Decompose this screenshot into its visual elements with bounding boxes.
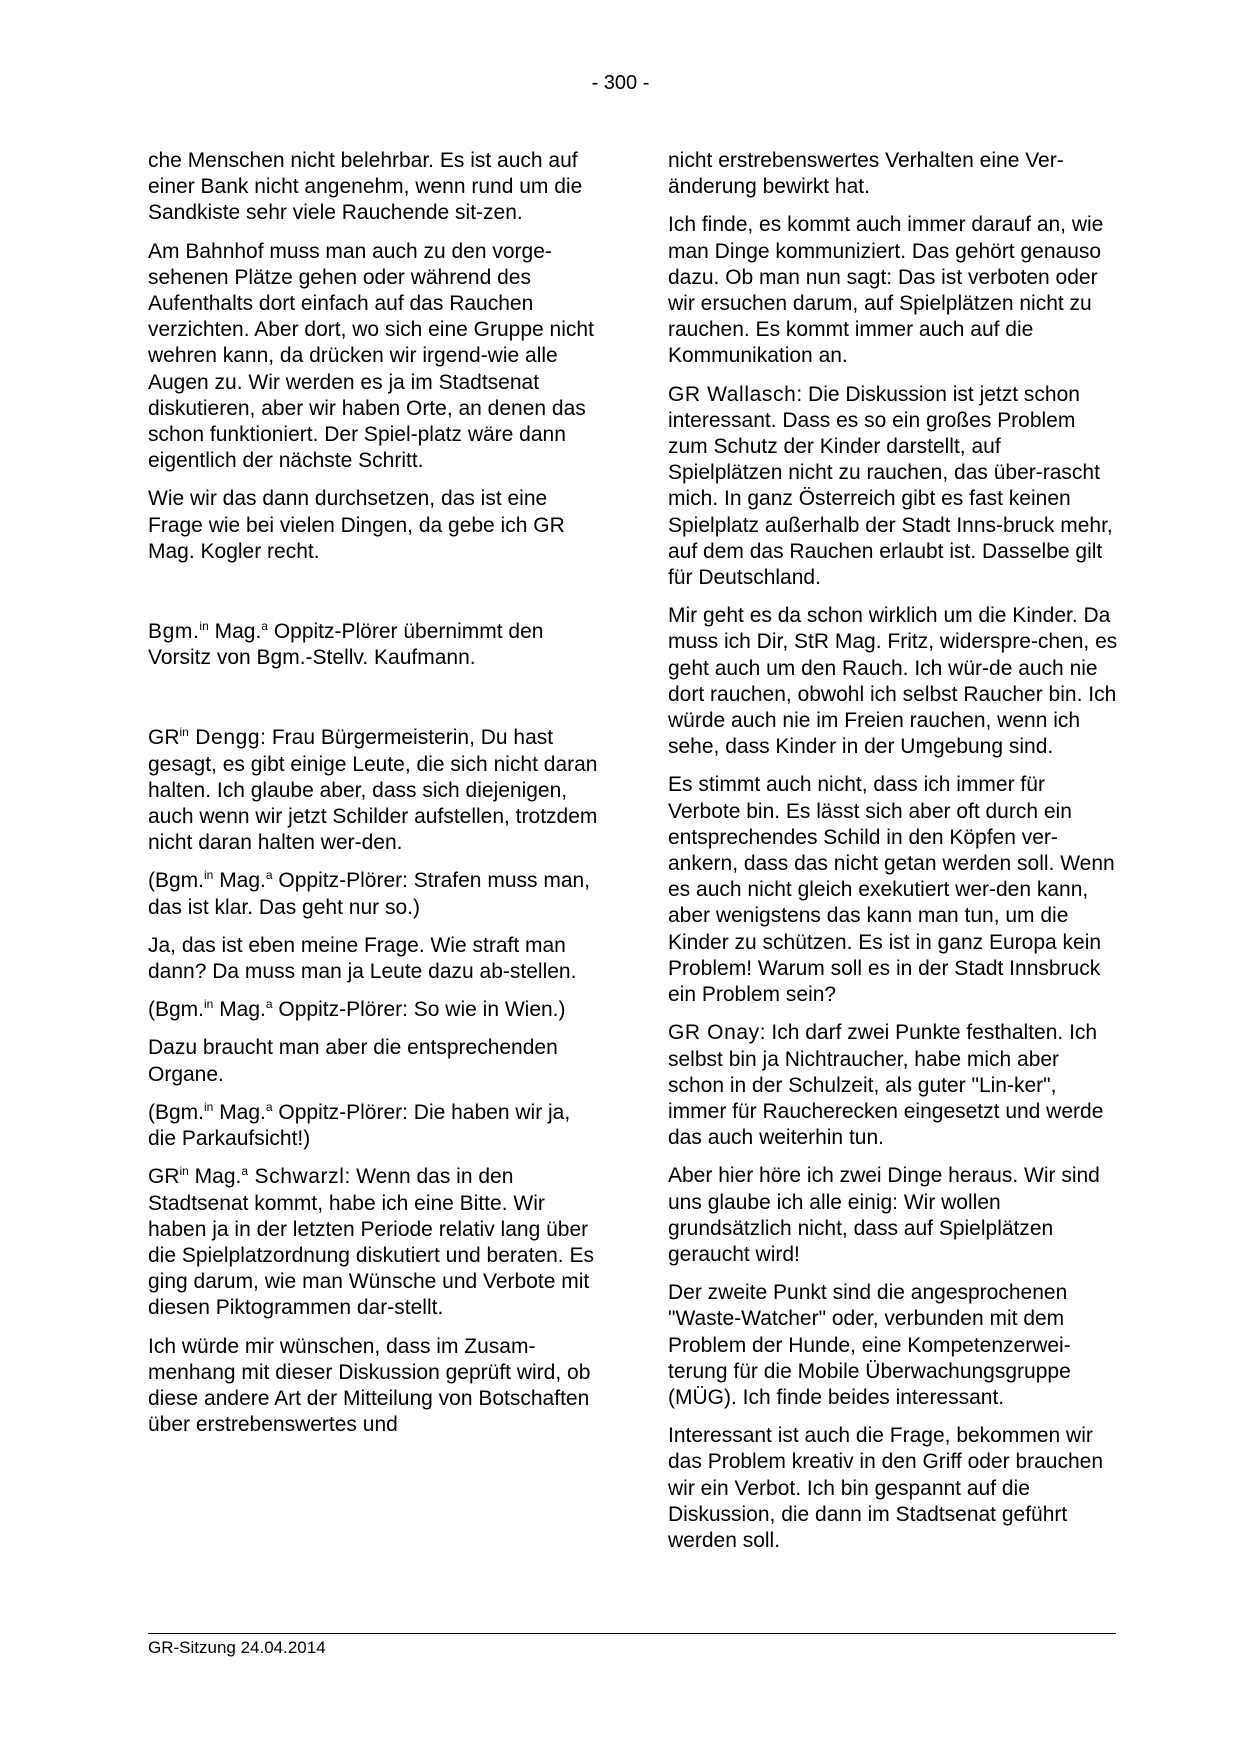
paragraph: Es stimmt auch nicht, dass ich immer für Verbote bin. Es lässt sich aber oft durch ein entsprechendes Schild in den Köpfen ver-ankern, dass das nicht getan werden soll. Wenn es auch nicht gleich exekutiert wer-den kann, aber wenigstens das kann man tun, um die Kinder zu schützen. Es ist in ganz Europa kein Problem! Warum soll es in der Stadt Innsbruck ein Problem sein? — [668, 773, 1115, 1007]
paragraph: Dazu braucht man aber die entsprechenden Organe. — [148, 1036, 558, 1086]
speaker-title: GR — [148, 1165, 180, 1189]
interjection — [148, 868, 598, 920]
paragraph: nicht erstrebenswertes Verhalten eine Ver-änderung bewirkt hat. — [668, 149, 1064, 199]
paragraph: Ich finde, es kommt auch immer darauf an, wie man Dinge kommuniziert. Das gehört genauso dazu. Ob man nun sagt: Das ist verboten oder wir ersuchen darum, auf Spielplätzen nicht zu rauchen. Es kommt immer auch auf die Kommunikation an. — [668, 213, 1104, 368]
superscript: in — [199, 619, 209, 634]
paragraph: Ja, das ist eben meine Frage. Wie straft man dann? Da muss man ja Leute dazu ab-stellen. — [148, 933, 577, 984]
speaker-paragraph — [148, 1164, 598, 1321]
paragraph: Ich würde mir wünschen, dass im Zusam-menhang mit dieser Diskussion geprüft wird, ob diese andere Art der Mitteilung von Botschaften über erstrebenswertes und — [148, 1334, 591, 1437]
superscript: a — [265, 997, 273, 1012]
superscript: in — [204, 997, 214, 1012]
paragraph: Am Bahnhof muss man auch zu den vorge-sehenen Plätze gehen oder während des Aufenthalts dort einfach auf das Rauchen verzichten. Aber dort, wo sich eine Gruppe nicht wehren kann, da drücken wir irgend-wie alle Augen zu. Wir werden es ja im Stadtsenat diskutieren, aber wir haben Orte, an denen das schon funktioniert. Der Spiel-platz wäre dann eigentlich der nächste Schritt. — [148, 239, 594, 473]
paragraph-text: Oppitz-Plörer: Die haben wir ja, die Parkaufsicht!) — [148, 1100, 571, 1151]
title: (Bgm. — [148, 869, 205, 893]
paragraph-text: : Wenn das in den Stadtsenat kommt, habe ich eine Bitte. Wir haben ja in der letzten Periode relativ lang über die Spielplatzordnung diskutiert und beraten. Es ging darum, wie man Wünsche und Verbote mit diesen Piktogrammen dar-stellt. — [148, 1165, 594, 1320]
title: (Bgm. — [148, 1100, 205, 1124]
title: Bgm. — [148, 620, 200, 644]
title: Mag. — [188, 1165, 242, 1189]
paragraph: Interessant ist auch die Frage, bekommen wir das Problem kreativ in den Griff oder brauchen wir ein Verbot. Ich bin gespannt auf die Diskussion, die dann im Stadtsenat geführt werden soll. — [668, 1424, 1104, 1552]
footer-divider — [148, 1633, 1116, 1634]
paragraph-text: : Frau Bürgermeisterin, Du hast gesagt, es gibt einige Leute, die sich nicht daran halten. Ich glaube aber, dass sich diejenigen, auch wenn wir jetzt Schilder aufstellen, trotzdem nicht daran halten wer-den. — [148, 726, 598, 855]
speaker-paragraph — [148, 725, 598, 856]
speaker-paragraph — [668, 1020, 1118, 1151]
speaker-name: Schwarzl — [248, 1165, 345, 1189]
paragraph: Mir geht es da schon wirklich um die Kinder. Da muss ich Dir, StR Mag. Fritz, widersprе-chen, es geht auch um den Rauch. Ich wür-de auch nie dort rauchen, obwohl ich selbst Raucher bin. Ich würde auch nie im Freien rauchen, wenn ich sehe, dass Kinder in der Umgebung sind. — [668, 604, 1118, 759]
paragraph: Aber hier höre ich zwei Dinge heraus. Wir sind uns glaube ich alle einig: Wir wollen grundsätzlich nicht, dass auf Spielplätzen geraucht wird! — [668, 1164, 1100, 1266]
paragraph-text: : Die Diskussion ist jetzt schon interessant. Dass es so ein großes Problem zum Schutz der Kinder darstellt, auf Spielplätzen nicht zu rauchen, das über-rascht mich. In ganz Österreich gibt es fast keinen Spielplatz außerhalb der Stadt Inns-bruck mehr, auf dem das Rauchen erlaubt ist. Dasselbe gilt für Deutschland. — [668, 382, 1113, 590]
superscript: a — [241, 1164, 249, 1179]
speaker-name: GR Onay — [668, 1021, 760, 1045]
title: Mag. — [213, 1100, 266, 1124]
superscript: in — [179, 1164, 189, 1179]
paragraph-text: Oppitz-Plörer: Strafen muss man, das ist klar. Das geht nur so.) — [148, 869, 591, 919]
title: Mag. — [213, 998, 266, 1022]
superscript: a — [265, 868, 273, 883]
speaker-name: Dengg — [188, 726, 261, 750]
title: (Bgm. — [148, 998, 205, 1022]
paragraph-text: : Ich darf zwei Punkte festhalten. Ich selbst bin ja Nichtraucher, habe mich aber schon in der Schulzeit, als guter "Lin-ker", immer für Raucherecken eingesetzt und werde das auch weiterhin tun. — [668, 1021, 1104, 1150]
speaker-title: GR — [148, 726, 180, 750]
title: Mag. — [213, 869, 266, 893]
speaker-paragraph — [668, 382, 1118, 592]
right-column — [668, 148, 1118, 1566]
paragraph-text: Oppitz-Plörer übernimmt den Vorsitz von Bgm.-Stellv. Kaufmann. — [148, 620, 544, 670]
footer-text: GR-Sitzung 24.04.2014 — [148, 1638, 326, 1657]
left-column — [148, 148, 598, 1450]
superscript: a — [261, 619, 268, 634]
speaker-name: GR Wallasch — [668, 382, 797, 406]
interjection — [148, 997, 598, 1023]
paragraph: che Menschen nicht belehrbar. Es ist auch auf einer Bank nicht angenehm, wenn rund um die Sandkiste sehr viele Rauchende sit-zen. — [148, 149, 583, 225]
page-number: - 300 - — [591, 72, 650, 94]
superscript: in — [204, 868, 214, 883]
superscript: in — [204, 1099, 214, 1114]
title: Mag. — [208, 620, 262, 644]
interjection — [148, 1100, 598, 1152]
superscript: a — [265, 1099, 273, 1114]
paragraph: Der zweite Punkt sind die angesprochenen "Waste-Watcher" oder, verbunden mit dem Problem der Hunde, eine Kompetenzerwei-terung für die Mobile Überwachungsgruppe (MÜG). Ich finde beides interessant. — [668, 1281, 1071, 1409]
paragraph: Wie wir das dann durchsetzen, das ist eine Frage wie bei vielen Dingen, da gebe ich GR Mag. Kogler recht. — [148, 487, 565, 563]
superscript: in — [179, 725, 189, 740]
chair-change-note — [148, 619, 598, 671]
paragraph-text: Oppitz-Plörer: So wie in Wien.) — [272, 998, 566, 1022]
